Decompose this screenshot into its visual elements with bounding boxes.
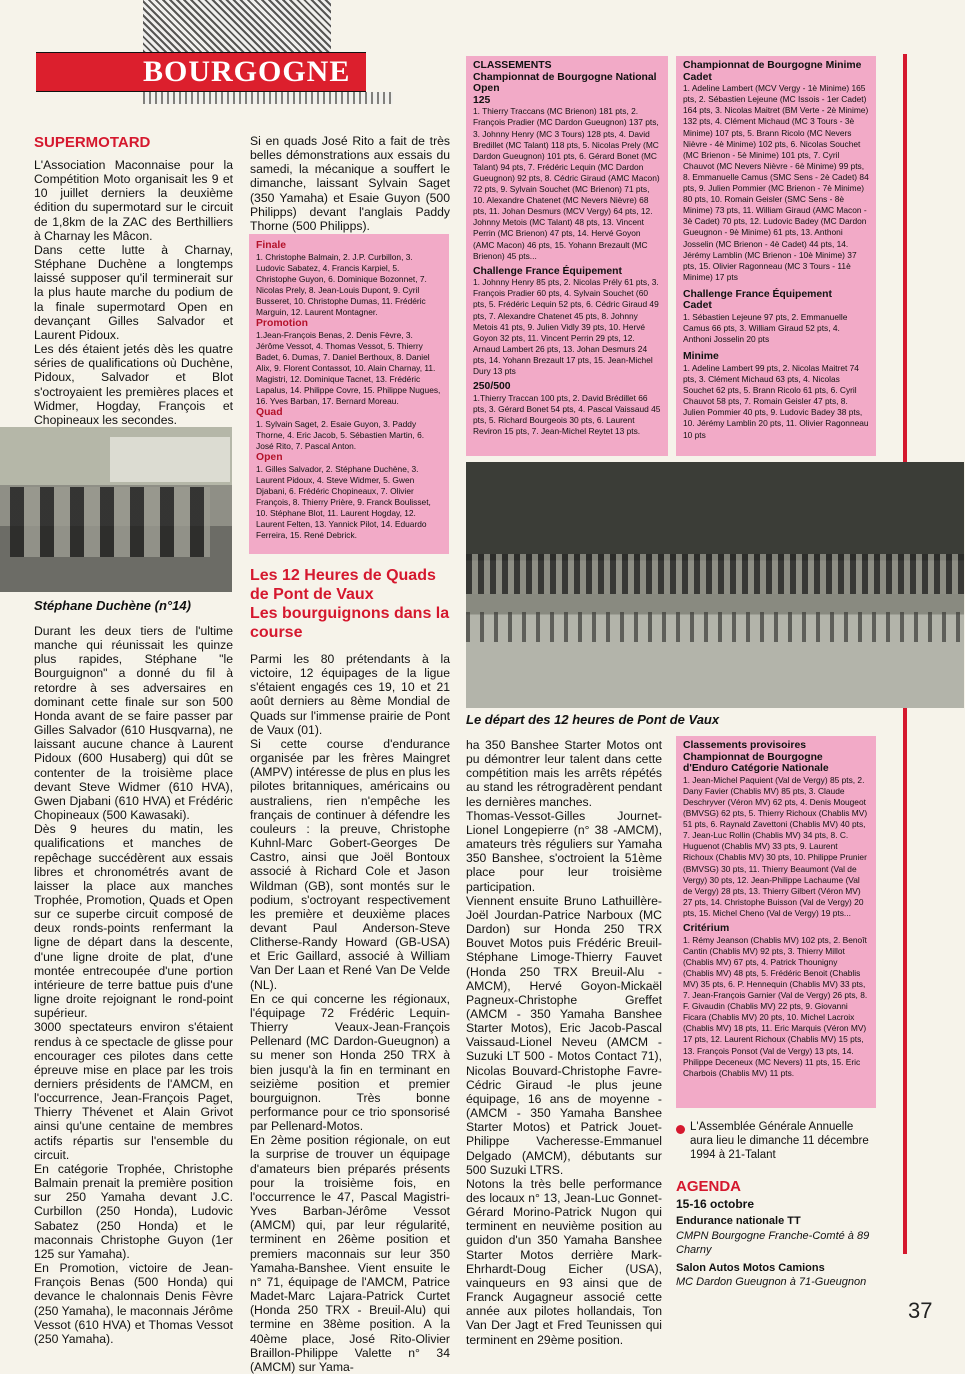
- quads-intro: Si en quads José Rito a fait de très belles démonstrations aux essais du samedi, la mécanique a souffert le dimanche, laissant Sylvain Saget (350 Yamaha) et Esaie Guyon (500 Philipps) devant l'anglais Paddy Thorne (500 Philipps).: [250, 134, 450, 233]
- supermotard-intro: L'Association Maconnaise pour la Compétition Moto organisait les 9 et 10 juillet derniers la deuxième édition du supermotard sur le circuit de 1,8km de la ZAC des Berthilliers à Charnay les Mâcon. Dans cette lutte à Charnay, Stéphane Duchène a longtemps laissé supposer qu'il terminerait sur la plus haute marche du podium de la finale supermotard Open en devançant Gilles Salvador et Laurent Pidoux. Les dés étaient jetés dès les quatre séries de qualifications où Duchène, Pidoux, Salvador et Blot s'octroyaient les premières places et Widmer, Hogday, François et Chopineaux les secondes.: [34, 158, 233, 427]
- results-promotion: Promotion 1.Jean-François Benas, 2. Denis Fèvre, 3. Jérôme Vessot, 4. Thomas Vessot, 5. Thierry Badet, 6. Dumas, 7. Daniel Berthoux, 8. Daniel Alix, 9. Florent Contassot, 10. Alain Charnay, 11. Magistri, 12. Dominique Tacnet, 13. Frédéric Lapalus, 14. Philippe Covre, 15. Philippe Nugues, 16. Yves Barban, 17. Bernard Moreau.: [256, 318, 441, 407]
- pont-de-vaux-photo: [466, 462, 964, 708]
- pont-de-vaux-body: Parmi les 80 prétendants à la victoire, 12 équipages de la ligue s'étaient engagés ces 19, 10 et 21 août derniers au 8ème Mondial de Quads sur l'immense prairie de Pont de Vaux (01). Si cette course d'endurance organisée par les frères Maingret (AMPV) intéresse de plus en plus les pilotes britanniques, américains ou australiens, rien n'empêche les français de continuer à défendre les couleurs : la preuve, Christophe Kuhnl-Marc Gobert-Georges De Castro, ainsi que Joël Bontoux associé à Richard Cole et Jason Wildman (GB), sont montés sur le podium, s'octroyant respectivement les première et deuxième places devant Paul Anderson-Steve Clitherse-Randy Howard (GB-USA) et Eric Gaillard, associé à William Van Der Laan et René Van De Velde (NL). En ce qui concerne les régionaux, l'équipage 72 Frédéric Lequin-Thierry Veaux-Jean-François Pellenard (MC Dardon-Gueugnon) a su mener son Honda 250 TRX à bien jusqu'à la fin en terminant en seizième position et premier bourguignon. Très bonne performance pour ce trio sponsorisé par Pellenard-Motos. En 2ème position régionale, on eut la surprise de trouver un équipage d'amateurs bien préparés présents pour la troisième fois, en l'occurrence le 47, Pascal Magistri-Yves Barban-Jérôme Vessot (AMCM) qui, par leur régularité, terminent en 26ème position et premiers maconnais sur leur 350 Yamaha-Banshee. Vient ensuite le n° 71, équipage de l'AMCM, Patrice Madet-Marc Lajara-Patrick Curtet (Honda 250 TRX - Breuil-Alu) qui termine en 38ème position. A la 40ème place, José Rito-Olivier Braillon-Philippe Valette n° 34 (AMCM) sur Yama-: [250, 652, 450, 1374]
- bullet-icon: [676, 1125, 685, 1134]
- championnat-national-heading: Championnat de Bourgogne National Open: [473, 71, 657, 95]
- results-national-125: 1. Thierry Traccans (MC Brienon) 181 pts, 2. François Pradier (MC Dardon Gueugnon) 137 pts, 3. Johnny Henry (MC 3 Tours) 128 pts, 4. David Bredillet (MC Talant) 118 pts, 5. Nicolas Prely (MC Dardon Gueugnon) 101 pts, 6. Gérard Bonet (MC Talant) 94 pts, 7. Frédéric Lequin (MC Dardon Gueugnon) 92 pts, 8. Cédric Giraud (AMC Macon) 72 pts, 9. Sylvain Souchet (MC Brienon) 71 pts, 10. Alexandre Chatenet (MC Nevers Nièvre) 68 pts, 11. Johan Desmurs (MCV Vergy) 64 pts, 12. Johnny Metois (MC Talant) 48 pts, 13. Vincent Perrin (MC Brienon) 47 pts, 14. Hervé Goyon (AMC Macon) 46 pts, 15. Yohann Brezault (MC Brienon) 45 pts...: [473, 106, 660, 261]
- championnat-minime-cadet-heading: Championnat de Bourgogne Minime Cadet: [683, 60, 862, 83]
- class-250-500-heading: 250/500: [473, 381, 511, 393]
- agenda-event-1-desc: CMPN Bourgogne Franche-Comté à 89 Charny: [676, 1230, 870, 1256]
- challenge-heading: Challenge France Équipement: [473, 265, 622, 277]
- results-minime-cadet: 1. Adeline Lambert (MCV Vergy - 1è Minime) 165 pts, 2. Sébastien Lejeune (MC Issois - 1er Cadet) 164 pts, 3. Nicolas Maitret (BM Verte - 2è Minime) 132 pts, 4. Clément Michaud (MC 3 Tours - 3è Minime) 107 pts, 5. Brann Ricolo (MC Nevers Nièvre - 4è Minime) 102 pts, 6. Nicolas Souchet (MC Brienon - 5è Minime) 101 pts, 7. Cyril Chauvot (MC Nevers Nièvre - 6è Minime) 99 pts, 8. Emmanuelle Camus (SMC Sens - 2è Cadet) 84 pts, 9. Julien Pommier (MC Brienon - 7è Minime) 80 pts, 10. Romain Geisler (SMC Sens - 8è Minime) 73 pts, 11. William Giraud (AMC Macon - 3è Cadet) 70 pts, 12. Ludovic Badey (MC Dardon Gueugnon - 9è Minime) 61 pts, 13. Anthoni Josselin (MC Brienon - 4è Cadet) 44 pts, 14. Jérémy Lamblin (MC Brienon - 10è Minime) 37 pts, 15. Olivier Ragonneau (MC 3 Tours - 11è Minime) 17 pts: [683, 83, 869, 282]
- agenda-title: AGENDA: [676, 1178, 742, 1195]
- results-box-national: [466, 56, 668, 456]
- results-cadet: 1. Sébastien Lejeune 97 pts, 2. Emmanuelle Camus 66 pts, 3. William Giraud 52 pts, 4. Anthoni Josselin 20 pts: [683, 312, 848, 345]
- agenda-event-1: Endurance nationale TT: [676, 1215, 801, 1227]
- supermotard-body: Durant les deux tiers de l'ultime manche qui réunissait les quinze plus rapides, Stéphane "le Bourguignon" a donné du fil à retordre à ses adversaires en dominant cette finale sur son 500 Honda avant de se faire passer par Gilles Salvador (610 Husqvarna), ne laissant aucune chance à Laurent Pidoux (600 Husaberg) qui dût se contenter de la troisième place devant Steve Widmer (610 HVA), Gwen Djabani (610 HVA) et Frédéric Chopineaux (500 Kawasaki). Dès 9 heures du matin, les qualifications et manches de repêchage succédèrent aux essais libres et chronométrés avant de laisser la place aux manches Trophée, Promotion, Quads et Open sur ce superbe circuit composé de deux ronds-points renfermant la ligne de départ dans la descente, d'une ligne droite de plat, d'une montée entrecoupée d'une portion intérieure de terre battue puis d'une ligne droite rejoignant le rond-point supérieur. 3000 spectateurs environ s'étaient rendus à ce spectacle de glisse pour encourager ces pilotes dans cette épreuve mise en place par les trois derniers présidents de l'AMCM, en l'occurrence, Jean-François Paget, Thierry Thévenet et Alain Grivot ainsi qu'une centaine de membres actifs répartis sur l'ensemble du circuit. En catégorie Trophée, Christophe Balmain prenait la première position sur 250 Yamaha devant J.C. Curbillon (250 Honda), Ludovic Sabatez (250 Honda) et le maconnais Christophe Guyon (1er 125 sur Yamaha). En Promotion, victoire de Jean-François Benas (500 Honda) qui devance le chalonnais Denis Fèvre (250 Yamaha), le maconnais Jérôme Vessot (610 HVA) et Thomas Vessot (250 Yamaha).: [34, 624, 233, 1346]
- results-finale: Finale 1. Christophe Balmain, 2. J.P. Curbillon, 3. Ludovic Sabatez, 4. Francis Karpiel, 5. Christophe Guyon, 6. Dominique Bozonnet, 7. Nicolas Prely, 8. Jean-Louis Dupont, 9. Cyril Busseret, 10. Christophe Dumas, 11. Frédéric Marguin, 12. Laurent Montagner.: [256, 240, 427, 318]
- page-number: 37: [908, 1298, 933, 1323]
- challenge-cadet-heading: Challenge France Équipement: [683, 288, 832, 300]
- photo-caption-depart: Le départ des 12 heures de Pont de Vaux: [466, 712, 720, 727]
- class-125-heading: 125: [473, 94, 491, 106]
- results-box-minime-cadet: [676, 56, 876, 456]
- minime-heading: Minime: [683, 351, 719, 363]
- supermotard-photo: [0, 427, 232, 592]
- results-quad: Quad 1. Sylvain Saget, 2. Esaie Guyon, 3. Paddy Thorne, 4. Eric Jacob, 5. Sébastien Martin, 6. José Rito, 7. Pascal Anton.: [256, 407, 425, 452]
- header-texture: [143, 0, 331, 52]
- agenda-date: 15-16 octobre: [676, 1197, 755, 1211]
- enduro-heading: Classements provisoires Championnat de Bourgogne d'Enduro Catégorie Nationale: [683, 740, 829, 775]
- results-250-500: 1.Thierry Traccan 100 pts, 2. David Brédillet 66 pts, 3. Gérard Bonet 54 pts, 4. Pascal Vaissaud 45 pts, 5. Richard Bourgeois 30 pts, 6. Laurent Reviron 15 pts, 7. Jean-Michel Reytet 13 pts.: [473, 392, 661, 436]
- header-texture-bottom: [143, 92, 393, 104]
- criterium-heading: Critérium: [683, 923, 730, 934]
- results-box-enduro: [676, 736, 876, 1108]
- cadet-heading: Cadet: [683, 300, 712, 312]
- region-title: BOURGOGNE: [143, 55, 351, 88]
- agenda-event-2: Salon Autos Motos Camions: [676, 1262, 825, 1274]
- classements-label: CLASSEMENTS: [473, 60, 552, 71]
- results-open: Open 1. Gilles Salvador, 2. Stéphane Duchène, 3. Laurent Pidoux, 4. Steve Widmer, 5. Gwen Djabani, 6. Frédéric Chopineaux, 7. Olivier François, 8. Thierry Prière, 9. Franck Boulisset, 10. Stéphane Blot, 11. Laurent Hogday, 12. Laurent Felten, 13. Yannick Pilot, 14. Eduardo Ferreira, 15. René Debrick.: [256, 452, 431, 541]
- section-title-pont-de-vaux: Les 12 Heures de Quads de Pont de Vaux Les bourguignons dans la course: [250, 567, 450, 641]
- results-enduro-national: 1. Jean-Michel Paquient (Val de Vergy) 85 pts, 2. Dany Favier (Chablis MV) 85 pts, 3. Claude Deschryver (Véron MV) 62 pts, 4. Denis Mougeot (BMVSG) 62 pts, 5. Thierry Richoux (Chablis MV) 51 pts, 6. Raynald Zavettoni (Chablis MV) 40 pts, 7. Jean-Luc Rollin (Chablis MV) 34 pts, 8. C. Huguenot (Chablis MV) 33 pts, 9. Laurent Richoux (Chablis MV) 30 pts, 10. Philippe Prunier (BMVSG) 30 pts, 11. Thierry Beaumont (Val de Vergy) 30 pts, 12. Jean-Philippe Lachaume (Val de Vergy) 28 pts, 13. Thierry Gilbert (Véron MV) 27 pts, 14. Christophe Buisson (Val de Vergy) 20 pts, 15. Michel Cheno (Val de Vergy) 19 pts...: [683, 774, 868, 918]
- results-challenge-125: 1. Johnny Henry 85 pts, 2. Nicolas Prély 61 pts, 3. François Pradier 60 pts, 4. Sylvain Souchet (60 pts, 5. Frédéric Lequin 52 pts, 6. Cédric Giraud 49 pts, 7. Alexandre Chatenet 45 pts, 8. Johnny Metois 41 pts, 9. Julien Vidly 39 pts, 10. Hervé Goyon 32 pts, 11. Vincent Perrin 29 pts, 12. Arnaud Lambert 26 pts, 13. Johan Desmurs 24 pts, 14. Yohann Brezault 17 pts, 15. Jean-Michel Dury 13 pts: [473, 277, 659, 377]
- photo-caption-duchene: Stéphane Duchène (n°14): [34, 598, 191, 613]
- results-box-supermotard: [249, 234, 449, 554]
- results-minime: 1. Adeline Lambert 99 pts, 2. Nicolas Maitret 74 pts, 3. Clément Michaud 63 pts, 4. Nicolas Souchet 62 pts, 5. Brann Ricolo 61 pts, 6. Cyril Chauvot 58 pts, 7. Romain Geisler 47 pts, 8. Julien Pommier 40 pts, 9. Ludovic Badey 38 pts, 10. Jérémy Lamblin 20 pts, 11. Olivier Ragonneau 10 pts: [683, 362, 869, 440]
- assemblee-notice: L'Assemblée Générale Annuelle aura lieu le dimanche 11 décembre 1994 à 21-Talant: [690, 1121, 869, 1161]
- results-criterium: 1. Rémy Jeanson (Chablis MV) 102 pts, 2. Benoît Cantin (Chablis MV) 92 pts, 3. Thierry Millot (Chablis MV) 67 pts, 4. Patrick Thounigny (Chablis MV) 48 pts, 5. Frédéric Benoit (Chablis MV) 35 pts, 6. P. Hennequin (Chablis MV) 33 pts, 7. Jean-François Garnier (Val de Vergy) 26 pts, 8. F. Givaudin (Chablis MV) 22 pts, 9. Giovanni Ficara (Chablis MV) 20 pts, 10. Michel Lacroix (Chablis MV) 18 pts, 11. Eric Marquis (Véron MV) 17 pts, 12. Laurent Richoux (Chablis MV) 15 pts, 13. François Ponsot (Val de Vergy) 13 pts, 14. Philippe Deceneux (MC Nevers) 11 pts, 15. Eric Charbois (Chablis MV) 11 pts.: [683, 934, 868, 1078]
- pont-de-vaux-body-continued: ha 350 Banshee Starter Motos ont pu démontrer leur talent dans cette compétition mais les arrêts répétés au stand les rétrogradèrent pendant les dernières manches. Thomas-Vessot-Gilles Journet-Lionel Longepierre (n° 38 -AMCM), amateurs très réguliers sur Yamaha 350 Banshee, s'octroient la 51ème place pour leur troisième participation. Viennent ensuite Bruno Lathuillère-Joël Jourdan-Patrice Narboux (MC Dardon) sur Honda 250 TRX Bouvet Motos puis Frédéric Breuil-Stéphane Limoge-Thierry Fauvet (Honda 250 TRX Breuil-Alu - AMCM), Hervé Goyon-Mickaël Pagneux-Christophe Greffet (AMCM - 350 Yamaha Banshee Starter Motos), Eric Jacob-Pascal Vaissaud-Lionel Neveu (AMCM -Suzuki LT 500 - Motos Contact 71), Nicolas Bouvard-Christophe Favre-Cédric Giraud -le plus jeune équipage, 16 ans de moyenne - (AMCM - 350 Yamaha Banshee Starter Motos) et Patrick Jouet-Philippe Vacheresse-Emmanuel Delgado (AMCM), débutants sur 500 Suzuki LTRS. Notons la très belle performance des locaux n° 13, Jean-Luc Gonnet-Gérard Morino-Patrick Nugon qui terminent en neuvième position au guidon d'un 350 Yamaha Banshee Starter Motos derrière Mark-Ehrhardt-Doug Eicher (USA), vainqueurs en 93 ainsi que de Franck Augagneur associé cette année aux pilotes hollandais, Ton Van Der Jagt et Fred Teunissen qui terminent en 29ème position.: [466, 738, 662, 1347]
- section-title-supermotard: SUPERMOTARD: [34, 134, 151, 151]
- agenda-event-2-desc: MC Dardon Gueugnon à 71-Gueugnon: [676, 1276, 867, 1288]
